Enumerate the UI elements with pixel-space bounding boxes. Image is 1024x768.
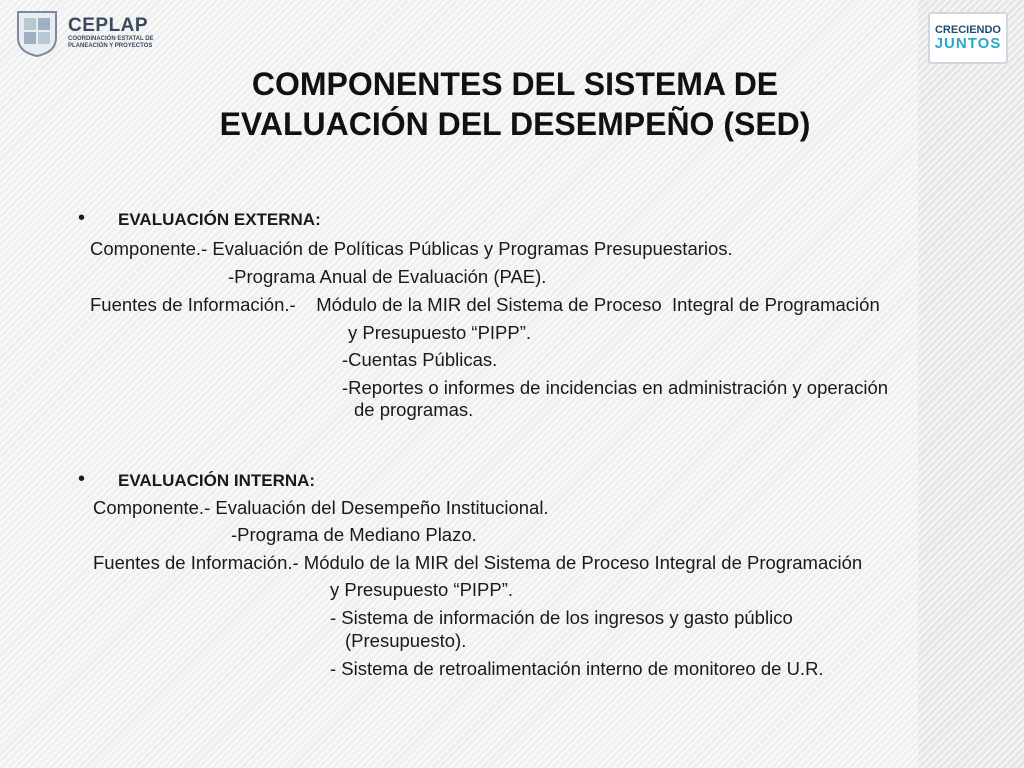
bullet-external: •	[78, 207, 86, 229]
org-name: CEPLAP	[68, 15, 149, 36]
external-component: Componente.- Evaluación de Políticas Públicas y Programas Presupuestarios.	[90, 238, 733, 259]
external-sources-5: de programas.	[354, 399, 474, 420]
internal-sources-3: - Sistema de información de los ingresos y gasto público	[330, 607, 793, 628]
external-sources-1: Fuentes de Información.- Módulo de la MIR del Sistema de Proceso Integral de Programación	[90, 294, 880, 315]
internal-sources-4: (Presupuesto).	[345, 630, 467, 651]
bullet-internal: •	[78, 468, 86, 490]
internal-heading: EVALUACIÓN INTERNA:	[118, 471, 316, 490]
org-subtitle: COORDINACIÓN ESTATAL DE PLANEACIÓN Y PROYECTOS	[68, 36, 154, 49]
external-sources-3: -Cuentas Públicas.	[342, 349, 498, 370]
title-line-2: EVALUACIÓN DEL DESEMPEÑO (SED)	[219, 106, 811, 142]
internal-component: Componente.- Evaluación del Desempeño Institucional.	[93, 497, 549, 518]
external-program: -Programa Anual de Evaluación (PAE).	[228, 266, 547, 287]
title-line-1: COMPONENTES DEL SISTEMA DE	[251, 66, 779, 102]
external-sources-2: y Presupuesto “PIPP”.	[348, 322, 532, 343]
internal-sources-5: - Sistema de retroalimentación interno de monitoreo de U.R.	[330, 658, 824, 679]
brand-top: CRECIENDO	[934, 24, 1001, 36]
internal-sources-2: y Presupuesto “PIPP”.	[330, 579, 514, 600]
brand-bottom: JUNTOS	[934, 35, 1002, 52]
external-sources-4: -Reportes o informes de incidencias en administración y operación	[342, 377, 889, 398]
internal-sources-1: Fuentes de Información.- Módulo de la MIR del Sistema de Proceso Integral de Programación	[93, 552, 863, 573]
external-heading: EVALUACIÓN EXTERNA:	[118, 210, 321, 229]
internal-program: -Programa de Mediano Plazo.	[231, 524, 477, 545]
